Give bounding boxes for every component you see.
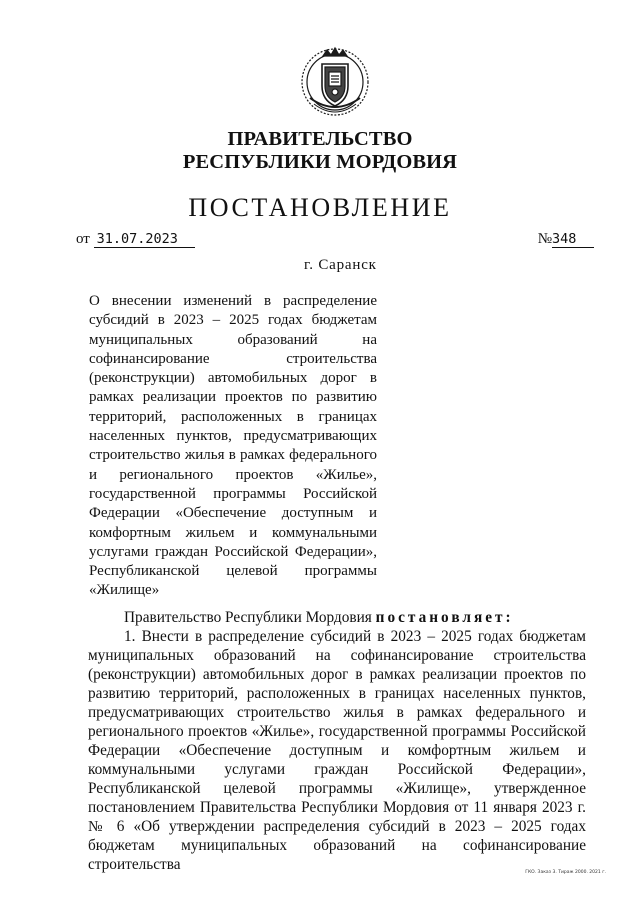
city-label: г. Саранск	[304, 257, 377, 273]
decree-word: постановляет:	[375, 609, 514, 626]
document-type-title: ПОСТАНОВЛЕНИЕ	[188, 193, 452, 222]
document-body	[88, 608, 586, 874]
coat-of-arms-icon	[296, 42, 374, 120]
intro-paragraph	[88, 608, 586, 627]
item-1-paragraph: 1. Внести в распределение субсидий в 2023 – 2025 годах бюджетам муниципальных образований на софинансирование строительства (реконструкции) автомобильных дорог в рамках реализации проектов по развитию территорий, расположенных в границах населенных пунктов, предусматривающих строительство жилья в рамках федерального и регионального проектов «Жилье», государственной программы Российской Федерации «Обеспечение доступным и комфортным жильем и коммунальными услугами граждан Российской Федерации», Республиканской целевой программы «Жилище», утвержденное постановлением Правительства Республики Мордовия от 11 января 2023 г. № 6 «Об утверждении распределения субсидий в 2023 – 2025 годах бюджетам муниципальных образований на софинансирование строительства	[88, 628, 586, 873]
org-name-line1: ПРАВИТЕЛЬСТВО	[227, 128, 413, 150]
date-prefix: от	[76, 231, 90, 247]
intro-text: Правительство Республики Мордовия	[124, 609, 372, 626]
number-field	[538, 231, 594, 248]
number-prefix: №	[537, 231, 552, 247]
date-field	[76, 231, 195, 248]
org-name-line2: РЕСПУБЛИКИ МОРДОВИЯ	[182, 151, 458, 173]
number-value: 348	[552, 232, 594, 248]
date-value: 31.07.2023	[94, 232, 195, 248]
print-info: ГКО. Заказ 3. Тираж 2000. 2021 г.	[525, 870, 606, 875]
document-subject: О внесении изменений в распределение субсидий в 2023 – 2025 годах бюджетам муниципальных образований на софинансирование строительства (реконструкции) автомобильных дорог в рамках реализации проектов по развитию территорий, расположенных в границах населенных пунктов, предусматривающих строительство жилья в рамках федерального и регионального проектов «Жилье», государственной программы Российской Федерации «Обеспечение доступным и комфортным жильем и коммунальными услугами граждан Российской Федерации», Республиканской целевой программы «Жилище»	[89, 293, 377, 599]
